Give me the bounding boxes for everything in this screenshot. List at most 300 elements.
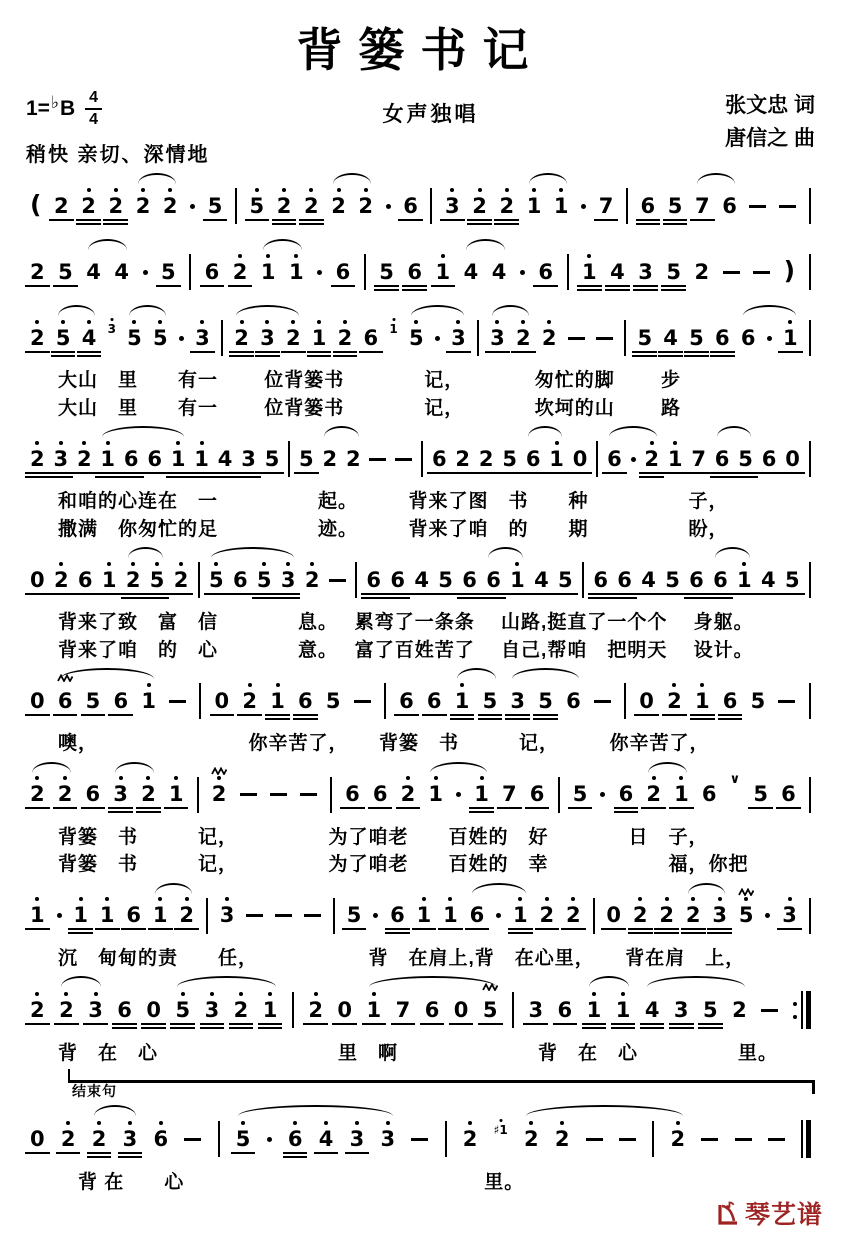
slur-arc bbox=[743, 305, 796, 316]
slur-arc bbox=[88, 239, 127, 250]
note bbox=[262, 997, 278, 1022]
note-digit: 1 bbox=[435, 259, 451, 284]
beam-underline bbox=[485, 351, 510, 353]
augmentation-dot bbox=[767, 336, 772, 341]
octave-dot bbox=[87, 188, 91, 192]
beam-underline bbox=[293, 714, 318, 716]
note bbox=[525, 446, 541, 471]
beam-underline bbox=[307, 351, 332, 353]
note-digit: 7 bbox=[502, 782, 517, 807]
music-system bbox=[26, 974, 815, 1068]
song-title: 背篓书记 bbox=[296, 23, 545, 77]
duration-dash bbox=[246, 914, 263, 917]
note bbox=[122, 1126, 138, 1151]
note-digit: 4 bbox=[86, 259, 101, 284]
slur-arc bbox=[94, 1105, 136, 1116]
ending-bracket bbox=[68, 1080, 815, 1103]
augmentation-dot bbox=[600, 792, 605, 797]
note-digit: 5 bbox=[438, 567, 453, 592]
note-digit: 1 bbox=[311, 325, 327, 350]
octave-dot bbox=[650, 441, 654, 445]
beam-underline bbox=[103, 219, 128, 221]
note-digit: 6 bbox=[153, 1126, 169, 1151]
beam-underline bbox=[385, 593, 410, 595]
note bbox=[667, 688, 682, 713]
note bbox=[403, 193, 418, 218]
note bbox=[644, 997, 660, 1022]
note bbox=[491, 259, 507, 284]
beam-underline bbox=[605, 285, 630, 287]
note bbox=[638, 259, 653, 284]
note-digit: 2 bbox=[91, 1126, 107, 1151]
beam-underline bbox=[121, 593, 146, 595]
octave-dot bbox=[515, 562, 519, 566]
note bbox=[241, 446, 256, 471]
note-digit: 2 bbox=[232, 259, 248, 284]
note bbox=[610, 259, 625, 284]
note-digit: 5 bbox=[558, 567, 573, 592]
note-digit: 5 bbox=[689, 325, 704, 350]
note bbox=[242, 688, 257, 713]
beam-underline bbox=[121, 597, 146, 599]
beam-underline bbox=[213, 476, 238, 478]
beam-underline bbox=[228, 285, 253, 287]
notation-row bbox=[26, 424, 815, 488]
note bbox=[60, 1126, 76, 1151]
note bbox=[702, 784, 717, 805]
octave-dot bbox=[555, 441, 559, 445]
barline bbox=[809, 188, 811, 224]
beam-underline bbox=[331, 285, 356, 287]
beam-underline bbox=[497, 807, 522, 809]
note bbox=[640, 193, 656, 218]
barline bbox=[558, 777, 560, 813]
octave-dot bbox=[718, 897, 722, 901]
note-digit: 1 bbox=[270, 688, 285, 713]
octave-dot bbox=[317, 320, 321, 324]
note-digit: 4 bbox=[81, 325, 97, 350]
beam-underline bbox=[213, 472, 238, 474]
octave-dot bbox=[450, 188, 454, 192]
beam-underline bbox=[658, 355, 683, 357]
octave-dot bbox=[87, 320, 91, 324]
slur-arc bbox=[688, 883, 725, 894]
beam-underline bbox=[710, 351, 735, 353]
octave-dot bbox=[364, 188, 368, 192]
note bbox=[88, 997, 103, 1022]
beam-underline bbox=[732, 593, 757, 595]
note bbox=[502, 784, 517, 805]
note bbox=[753, 784, 768, 805]
slur-arc bbox=[697, 173, 735, 184]
octave-dot bbox=[672, 683, 676, 687]
note bbox=[715, 325, 730, 350]
beam-underline bbox=[535, 928, 560, 930]
notation-row bbox=[26, 171, 815, 235]
note-digit: 3 bbox=[638, 259, 653, 284]
note-digit: 1 bbox=[170, 446, 186, 471]
octave-dot bbox=[64, 992, 68, 996]
beam-underline bbox=[25, 1152, 50, 1154]
note bbox=[582, 259, 597, 284]
note-digit: 1 bbox=[141, 688, 156, 713]
note bbox=[77, 567, 93, 592]
beam-underline bbox=[481, 597, 506, 599]
note-digit: 6 bbox=[593, 567, 608, 592]
note-digit: 0 bbox=[606, 903, 621, 928]
note-digit: 2 bbox=[303, 193, 319, 218]
notation-row bbox=[26, 881, 815, 945]
beam-underline bbox=[299, 219, 324, 221]
note bbox=[363, 325, 379, 350]
beam-underline bbox=[639, 476, 664, 478]
beam-underline bbox=[396, 807, 421, 809]
beam-underline bbox=[314, 1152, 339, 1154]
grace-note bbox=[494, 1124, 508, 1136]
slur-arc bbox=[61, 976, 101, 987]
beam-underline bbox=[265, 714, 290, 716]
octave-dot bbox=[35, 441, 39, 445]
beam-underline bbox=[245, 219, 270, 221]
note bbox=[617, 567, 632, 592]
note-digit: 2 bbox=[30, 259, 45, 284]
note-digit: 3 bbox=[673, 997, 689, 1022]
slur-arc bbox=[102, 426, 184, 437]
beam-underline bbox=[272, 223, 297, 225]
note-digit: 6 bbox=[298, 688, 313, 713]
note-digit: 4 bbox=[491, 259, 507, 284]
slur-arc bbox=[609, 426, 657, 437]
octave-dot bbox=[35, 776, 39, 780]
barline bbox=[624, 683, 626, 719]
barline bbox=[292, 992, 294, 1028]
slur-arc bbox=[457, 668, 496, 679]
note bbox=[311, 325, 327, 350]
slur-arc bbox=[263, 239, 302, 250]
note-digit: 6 bbox=[147, 446, 162, 471]
octave-dot bbox=[343, 320, 347, 324]
octave-dot bbox=[179, 562, 183, 566]
beam-underline bbox=[119, 472, 144, 474]
note bbox=[784, 567, 800, 592]
beam-underline bbox=[294, 472, 319, 474]
note-digit: 2 bbox=[524, 1126, 539, 1151]
slur-arc bbox=[466, 239, 505, 250]
octave-dot bbox=[386, 1121, 390, 1125]
beam-underline bbox=[73, 593, 98, 595]
note-digit: 2 bbox=[141, 782, 156, 807]
note bbox=[732, 997, 747, 1022]
note bbox=[401, 784, 416, 805]
octave-dot bbox=[676, 1121, 680, 1125]
beam-underline bbox=[658, 351, 683, 353]
beam-underline bbox=[25, 714, 50, 716]
barline bbox=[567, 254, 569, 290]
octave-dot bbox=[119, 776, 123, 780]
beam-underline bbox=[359, 351, 384, 353]
beam-underline bbox=[690, 714, 715, 716]
octave-dot bbox=[468, 1121, 472, 1125]
octave-dot bbox=[691, 897, 695, 901]
beam-underline bbox=[634, 714, 659, 716]
note-digit: 6 bbox=[557, 997, 573, 1022]
beam-underline bbox=[385, 928, 410, 930]
octave-dot bbox=[262, 562, 266, 566]
beam-underline bbox=[748, 807, 773, 809]
mordent-icon bbox=[738, 888, 754, 896]
beam-underline bbox=[561, 928, 586, 930]
beam-underline bbox=[710, 472, 735, 474]
note-digit: 3 bbox=[195, 325, 210, 350]
note-digit: 6 bbox=[390, 903, 405, 928]
note bbox=[478, 446, 494, 471]
note bbox=[714, 446, 730, 471]
beam-underline bbox=[333, 355, 358, 357]
barline bbox=[355, 562, 357, 598]
note-digit: 0 bbox=[30, 688, 45, 713]
note bbox=[232, 567, 248, 592]
note-digit: 1 bbox=[553, 193, 569, 218]
beam-underline bbox=[467, 223, 492, 225]
beam-underline bbox=[25, 472, 50, 474]
octave-dot bbox=[665, 897, 669, 901]
note-digit: 5 bbox=[667, 193, 683, 218]
note-digit: 5 bbox=[666, 259, 681, 284]
note bbox=[126, 905, 141, 926]
octave-dot bbox=[587, 254, 591, 258]
note bbox=[510, 688, 526, 713]
beam-underline bbox=[669, 1023, 694, 1025]
augmentation-dot bbox=[267, 1137, 272, 1142]
note-digit: 3 bbox=[782, 903, 797, 928]
note bbox=[761, 446, 777, 471]
beam-underline bbox=[25, 351, 50, 353]
octave-dot bbox=[97, 1121, 101, 1125]
beam-underline bbox=[276, 597, 301, 599]
beam-underline bbox=[457, 597, 482, 599]
note-digit: 1 bbox=[73, 903, 88, 928]
beam-underline bbox=[76, 223, 101, 225]
note-digit: ♯1 bbox=[493, 1123, 508, 1138]
beam-underline bbox=[660, 593, 685, 595]
beam-underline bbox=[361, 597, 386, 599]
note bbox=[593, 567, 608, 592]
octave-dot bbox=[66, 1121, 70, 1125]
augmentation-dot bbox=[631, 457, 636, 462]
note bbox=[667, 446, 683, 471]
slur-arc bbox=[238, 1105, 393, 1116]
duration-dash bbox=[304, 914, 321, 917]
note-digit: 2 bbox=[233, 997, 249, 1022]
note-digit: 5 bbox=[738, 446, 753, 471]
note bbox=[318, 1126, 334, 1151]
beam-underline bbox=[628, 928, 653, 930]
note bbox=[153, 325, 168, 350]
beam-underline bbox=[51, 355, 76, 357]
note-digit: 1 bbox=[366, 997, 382, 1022]
octave-dot bbox=[291, 320, 295, 324]
beam-underline bbox=[48, 472, 73, 474]
slur-arc bbox=[60, 668, 154, 679]
beam-underline bbox=[478, 714, 503, 716]
note bbox=[722, 688, 738, 713]
music-system bbox=[26, 303, 815, 422]
note bbox=[127, 325, 142, 350]
note bbox=[113, 688, 129, 713]
note-digit: 6 bbox=[607, 446, 622, 471]
note bbox=[232, 259, 248, 284]
note-digit: 0 bbox=[572, 446, 588, 471]
beam-underline bbox=[307, 355, 332, 357]
beam-underline bbox=[427, 472, 452, 474]
note-digit: 2 bbox=[322, 446, 338, 471]
notation-row bbox=[26, 303, 815, 367]
note bbox=[686, 905, 701, 926]
note-digit: 1 bbox=[99, 903, 115, 928]
note bbox=[573, 784, 588, 805]
note-digit: 0 bbox=[785, 446, 800, 471]
octave-dot bbox=[652, 776, 656, 780]
note-digit: 3 bbox=[122, 1126, 138, 1151]
flat-icon: ♭ bbox=[50, 93, 59, 112]
barline bbox=[206, 898, 208, 934]
beam-underline bbox=[236, 476, 261, 478]
beam-underline bbox=[481, 593, 506, 595]
note-digit: 2 bbox=[211, 782, 227, 807]
beam-underline bbox=[229, 355, 254, 357]
note-digit: 2 bbox=[472, 193, 487, 218]
notation-row bbox=[26, 237, 815, 301]
beam-underline bbox=[229, 1027, 254, 1029]
duration-dash bbox=[329, 579, 346, 582]
note bbox=[540, 905, 555, 926]
note bbox=[761, 567, 776, 592]
note-digit: 6 bbox=[117, 997, 132, 1022]
augmentation-dot bbox=[57, 913, 62, 918]
beam-underline bbox=[200, 285, 225, 287]
note-digit: 6 bbox=[113, 688, 129, 713]
octave-dot bbox=[521, 320, 525, 324]
note-digit: 2 bbox=[135, 193, 151, 218]
octave-dot bbox=[788, 320, 792, 324]
slur-arc bbox=[369, 976, 496, 987]
octave-dot bbox=[131, 562, 135, 566]
note bbox=[379, 259, 394, 284]
octave-dot bbox=[146, 776, 150, 780]
beam-underline bbox=[640, 1027, 665, 1029]
octave-dot bbox=[168, 188, 172, 192]
beam-underline bbox=[252, 597, 277, 599]
note bbox=[607, 446, 622, 471]
note-digit: 2 bbox=[30, 782, 45, 807]
logo-text: 琴艺谱 bbox=[744, 1201, 823, 1229]
note-digit: 5 bbox=[256, 567, 272, 592]
beam-underline bbox=[333, 351, 358, 353]
note bbox=[390, 567, 405, 592]
beam-underline bbox=[81, 714, 106, 716]
note-digit: 2 bbox=[30, 325, 45, 350]
barline bbox=[809, 320, 811, 356]
beam-underline bbox=[612, 593, 637, 595]
note-digit: 6 bbox=[366, 567, 382, 592]
beam-underline bbox=[25, 928, 50, 930]
note-digit: 3 bbox=[260, 325, 275, 350]
note-digit: 2 bbox=[667, 688, 682, 713]
note bbox=[558, 567, 573, 592]
note bbox=[325, 688, 341, 713]
beam-underline bbox=[474, 472, 499, 474]
beam-underline bbox=[662, 714, 687, 716]
note-digit: 4 bbox=[761, 567, 776, 592]
note bbox=[234, 325, 249, 350]
note-digit: 5 bbox=[175, 997, 191, 1022]
note-digit: 2 bbox=[53, 567, 69, 592]
octave-dot bbox=[448, 897, 452, 901]
note-digit: 2 bbox=[516, 325, 531, 350]
note bbox=[663, 325, 678, 350]
beam-underline bbox=[690, 718, 715, 720]
note bbox=[260, 259, 276, 284]
note bbox=[153, 1126, 169, 1151]
note-digit: 2 bbox=[331, 193, 346, 218]
note-digit: 6 bbox=[538, 259, 553, 284]
note bbox=[235, 1126, 251, 1151]
note bbox=[586, 997, 602, 1022]
note bbox=[30, 1126, 45, 1151]
octave-dot bbox=[355, 1121, 359, 1125]
note-digit: 1 bbox=[782, 325, 798, 350]
note-digit: 2 bbox=[81, 193, 96, 218]
notation-row bbox=[26, 760, 815, 824]
parenthesis: ) bbox=[783, 255, 796, 285]
note-digit: 4 bbox=[463, 259, 479, 284]
beam-underline bbox=[523, 1023, 548, 1025]
beam-underline bbox=[601, 928, 626, 930]
note bbox=[217, 446, 233, 471]
octave-dot bbox=[592, 992, 596, 996]
note bbox=[782, 905, 797, 926]
slur-arc bbox=[128, 547, 163, 558]
octave-dot bbox=[547, 320, 551, 324]
note bbox=[482, 688, 498, 713]
octave-dot bbox=[294, 254, 298, 258]
note-digit: 4 bbox=[414, 567, 429, 592]
augmentation-dot bbox=[190, 204, 195, 209]
octave-dot bbox=[200, 320, 204, 324]
note bbox=[694, 259, 710, 284]
barline bbox=[809, 254, 811, 290]
note-digit: 3 bbox=[445, 193, 460, 218]
note bbox=[646, 784, 661, 805]
beam-underline bbox=[342, 928, 367, 930]
note-digit: 2 bbox=[554, 1126, 570, 1151]
beam-underline bbox=[108, 807, 133, 809]
music-system bbox=[26, 881, 815, 973]
slur-arc bbox=[492, 305, 529, 316]
note bbox=[665, 567, 680, 592]
note bbox=[169, 784, 184, 805]
note-digit: 2 bbox=[162, 193, 178, 218]
note-digit: 6 bbox=[722, 688, 738, 713]
barline bbox=[806, 1120, 811, 1158]
note-digit: 1 bbox=[586, 997, 602, 1022]
beam-underline bbox=[494, 223, 519, 225]
ending-label: 结束句 bbox=[72, 1083, 117, 1100]
duration-dash bbox=[240, 793, 257, 796]
note-digit: 6 bbox=[123, 446, 139, 471]
beam-underline bbox=[303, 1023, 328, 1025]
note bbox=[280, 567, 296, 592]
